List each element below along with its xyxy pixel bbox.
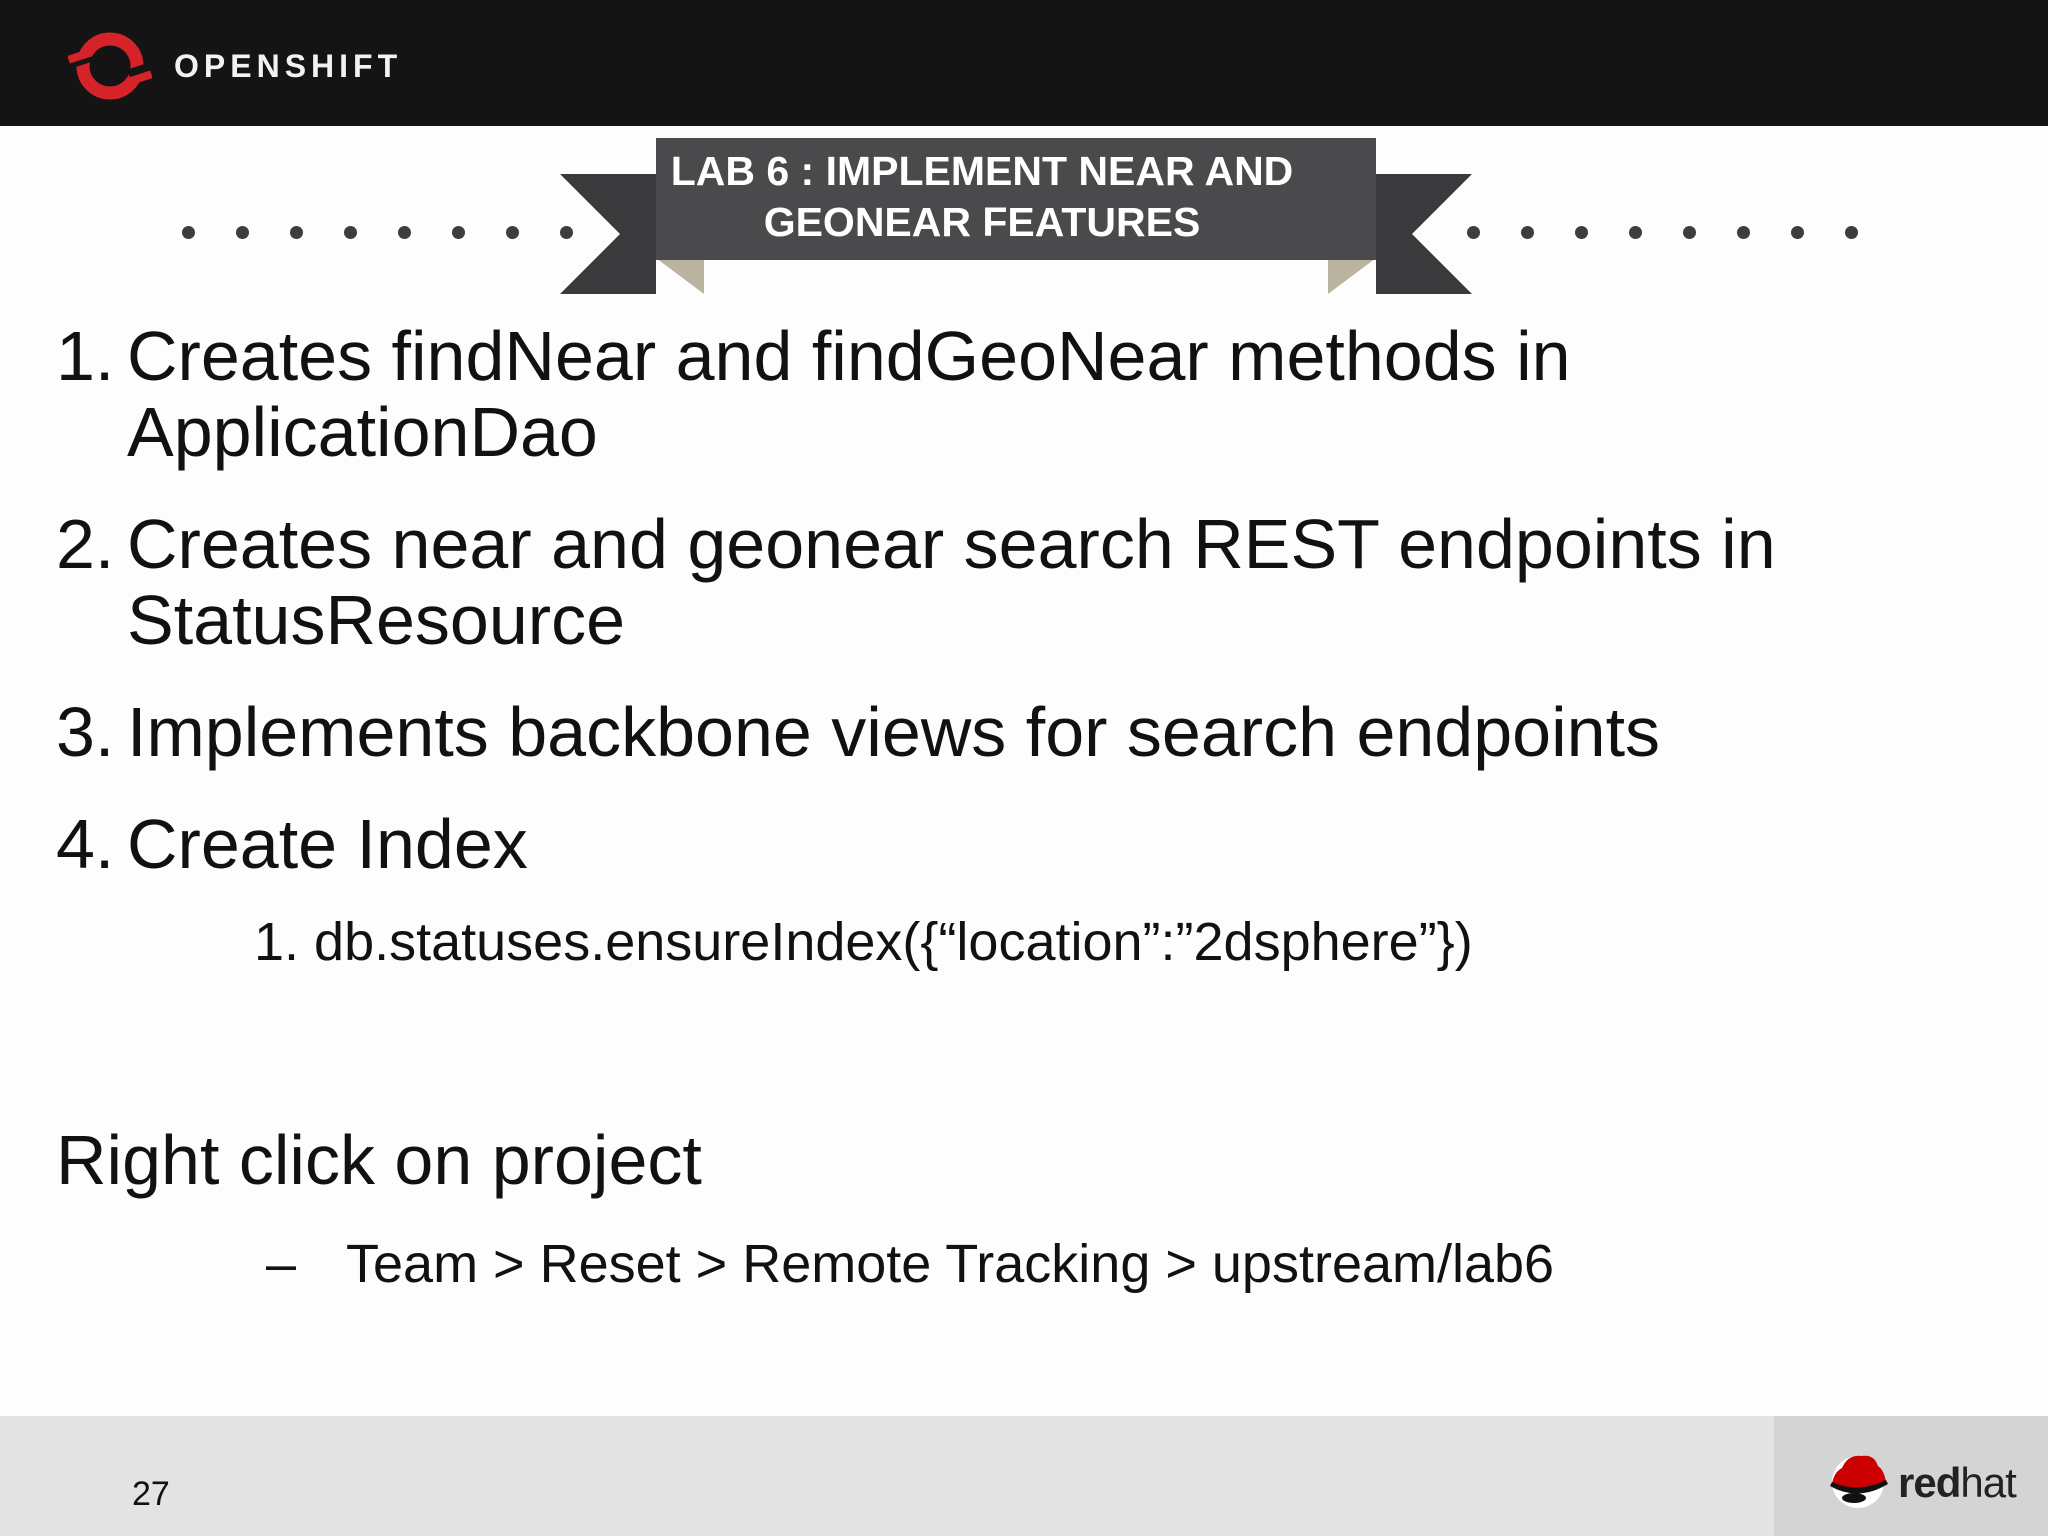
- right-click-heading: Right click on project: [56, 1121, 702, 1199]
- decorative-dots-left: [182, 226, 573, 242]
- list-item-text-cont: ApplicationDao: [127, 393, 598, 471]
- list-item-number: 2.: [56, 505, 115, 583]
- menu-path-text: Team > Reset > Remote Tracking > upstream/lab6: [346, 1234, 1555, 1294]
- openshift-logo-icon: [68, 26, 152, 104]
- top-bar: [0, 0, 2048, 126]
- list-item-text: Implements backbone views for search endpoints: [127, 693, 1661, 771]
- steps-list: [56, 318, 1956, 918]
- list-item-text-cont: StatusResource: [127, 581, 626, 659]
- list-item-number: 3.: [56, 693, 115, 771]
- redhat-wordmark: [1898, 1460, 2016, 1506]
- redhat-shadowman-icon: [1824, 1448, 1892, 1510]
- list-item-number: 1.: [56, 317, 115, 395]
- list-item: [56, 506, 1956, 658]
- redhat-wordmark-bold: red: [1898, 1459, 1961, 1506]
- slide-title: [656, 146, 1308, 248]
- list-item: [56, 806, 1956, 882]
- redhat-wordmark-light: hat: [1960, 1459, 2016, 1506]
- list-item: [56, 694, 1956, 770]
- openshift-wordmark: OPENSHIFT: [174, 48, 403, 84]
- list-item: [56, 318, 1956, 470]
- list-item-text: Create Index: [127, 805, 528, 883]
- footer-bar: [0, 1416, 2048, 1536]
- sub-step-command: 1. db.statuses.ensureIndex({“location”:”2dsphere”}): [254, 912, 1473, 972]
- page-number: 27: [132, 1475, 170, 1513]
- menu-path-line: [266, 1232, 1554, 1296]
- list-item-text: Creates near and geonear search REST endpoints in: [127, 505, 1776, 583]
- slide-title-line2: GEONEAR FEATURES: [763, 199, 1201, 245]
- list-item-number: 4.: [56, 805, 115, 883]
- decorative-dots-right: [1467, 226, 1858, 242]
- dash-bullet: –: [266, 1234, 297, 1294]
- list-item-text: Creates findNear and findGeoNear methods in: [127, 317, 1571, 395]
- slide-title-line1: LAB 6 : IMPLEMENT NEAR AND: [670, 148, 1294, 194]
